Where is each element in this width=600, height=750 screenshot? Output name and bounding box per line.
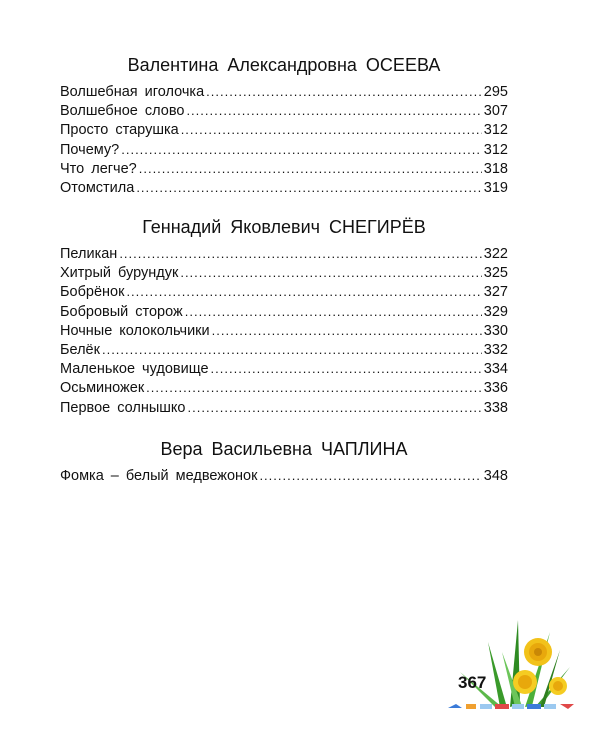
dot-leader (146, 378, 482, 397)
toc-entry[interactable] (60, 159, 508, 178)
entry-title: Пеликан (60, 246, 118, 262)
dot-leader (126, 282, 481, 301)
dot-leader (181, 120, 482, 139)
toc-entry[interactable] (60, 82, 508, 101)
toc-entry[interactable] (60, 321, 508, 340)
entry-title: Белёк (60, 341, 100, 358)
dot-leader (121, 140, 482, 159)
dot-leader (136, 178, 481, 197)
entry-page: 327 (483, 284, 508, 301)
dandelion-flower-icon (549, 677, 567, 695)
entry-title: Хитрый бурундук (60, 265, 179, 282)
toc-entry[interactable] (60, 244, 508, 263)
dot-leader (139, 159, 482, 178)
dot-leader (119, 244, 481, 263)
toc-entry[interactable] (60, 178, 508, 197)
entry-title: Бобрёнок (60, 284, 125, 301)
dandelion-flower-icon (513, 670, 537, 694)
entry-title: Почему? (60, 141, 120, 158)
entry-title: Маленькое чудовище (60, 361, 209, 378)
dot-leader (206, 82, 482, 101)
toc-section-oseeva (60, 54, 508, 197)
entry-page: 334 (483, 361, 508, 378)
entry-page: 330 (483, 322, 508, 339)
toc-entry[interactable] (60, 340, 508, 359)
toc-entry[interactable] (60, 120, 508, 139)
entry-page: 348 (483, 468, 508, 484)
entry-page: 338 (483, 399, 508, 416)
dot-leader (188, 398, 482, 417)
dot-leader (186, 101, 481, 120)
entry-title: Просто старушка (60, 122, 179, 139)
entry-page: 332 (483, 341, 508, 358)
toc-entry[interactable] (60, 398, 508, 417)
toc-section-chaplina (60, 438, 508, 485)
entry-title: Что легче? (60, 160, 137, 177)
dot-leader (185, 302, 482, 321)
dot-leader (212, 321, 482, 340)
dot-leader (102, 340, 482, 359)
entry-page: 312 (483, 122, 508, 139)
entry-page: 318 (483, 160, 508, 177)
entry-title: Осьминожек (60, 380, 145, 397)
toc-section-snegirev (60, 216, 508, 417)
author-heading: Вера Васильевна ЧАПЛИНА (160, 439, 408, 459)
toc-entry[interactable] (60, 378, 508, 397)
entry-page: 307 (483, 103, 508, 120)
author-heading: Валентина Александровна ОСЕЕВА (127, 55, 441, 75)
entry-title: Отомстила (60, 179, 135, 196)
dot-leader (211, 359, 482, 378)
entry-title: Волшебное слово (60, 103, 185, 120)
dandelion-flower-icon (524, 638, 552, 666)
entry-title: Первое солнышко (60, 399, 186, 416)
entry-page: 322 (483, 246, 508, 262)
toc-entry[interactable] (60, 359, 508, 378)
dandelion-illustration (440, 612, 580, 712)
entry-page: 312 (483, 141, 508, 158)
toc-entry[interactable] (60, 101, 508, 120)
entry-page: 295 (483, 84, 508, 100)
page-number: 367 (458, 673, 487, 692)
toc-entry[interactable] (60, 466, 508, 485)
toc-entry[interactable] (60, 282, 508, 301)
toc-entry[interactable] (60, 263, 508, 282)
entry-title: Фомка – белый медвежонок (60, 468, 258, 484)
entry-page: 319 (483, 179, 508, 196)
dot-leader (180, 263, 481, 282)
dot-leader (259, 466, 481, 485)
entry-title: Ночные колокольчики (60, 322, 210, 339)
toc-entry[interactable] (60, 140, 508, 159)
entry-title: Бобровый сторож (60, 303, 183, 320)
toc-entry[interactable] (60, 302, 508, 321)
entry-page: 336 (483, 380, 508, 397)
entry-page: 325 (483, 265, 508, 282)
author-heading: Геннадий Яковлевич СНЕГИРЁВ (142, 217, 426, 237)
entry-title: Волшебная иголочка (60, 84, 205, 100)
entry-page: 329 (483, 303, 508, 320)
